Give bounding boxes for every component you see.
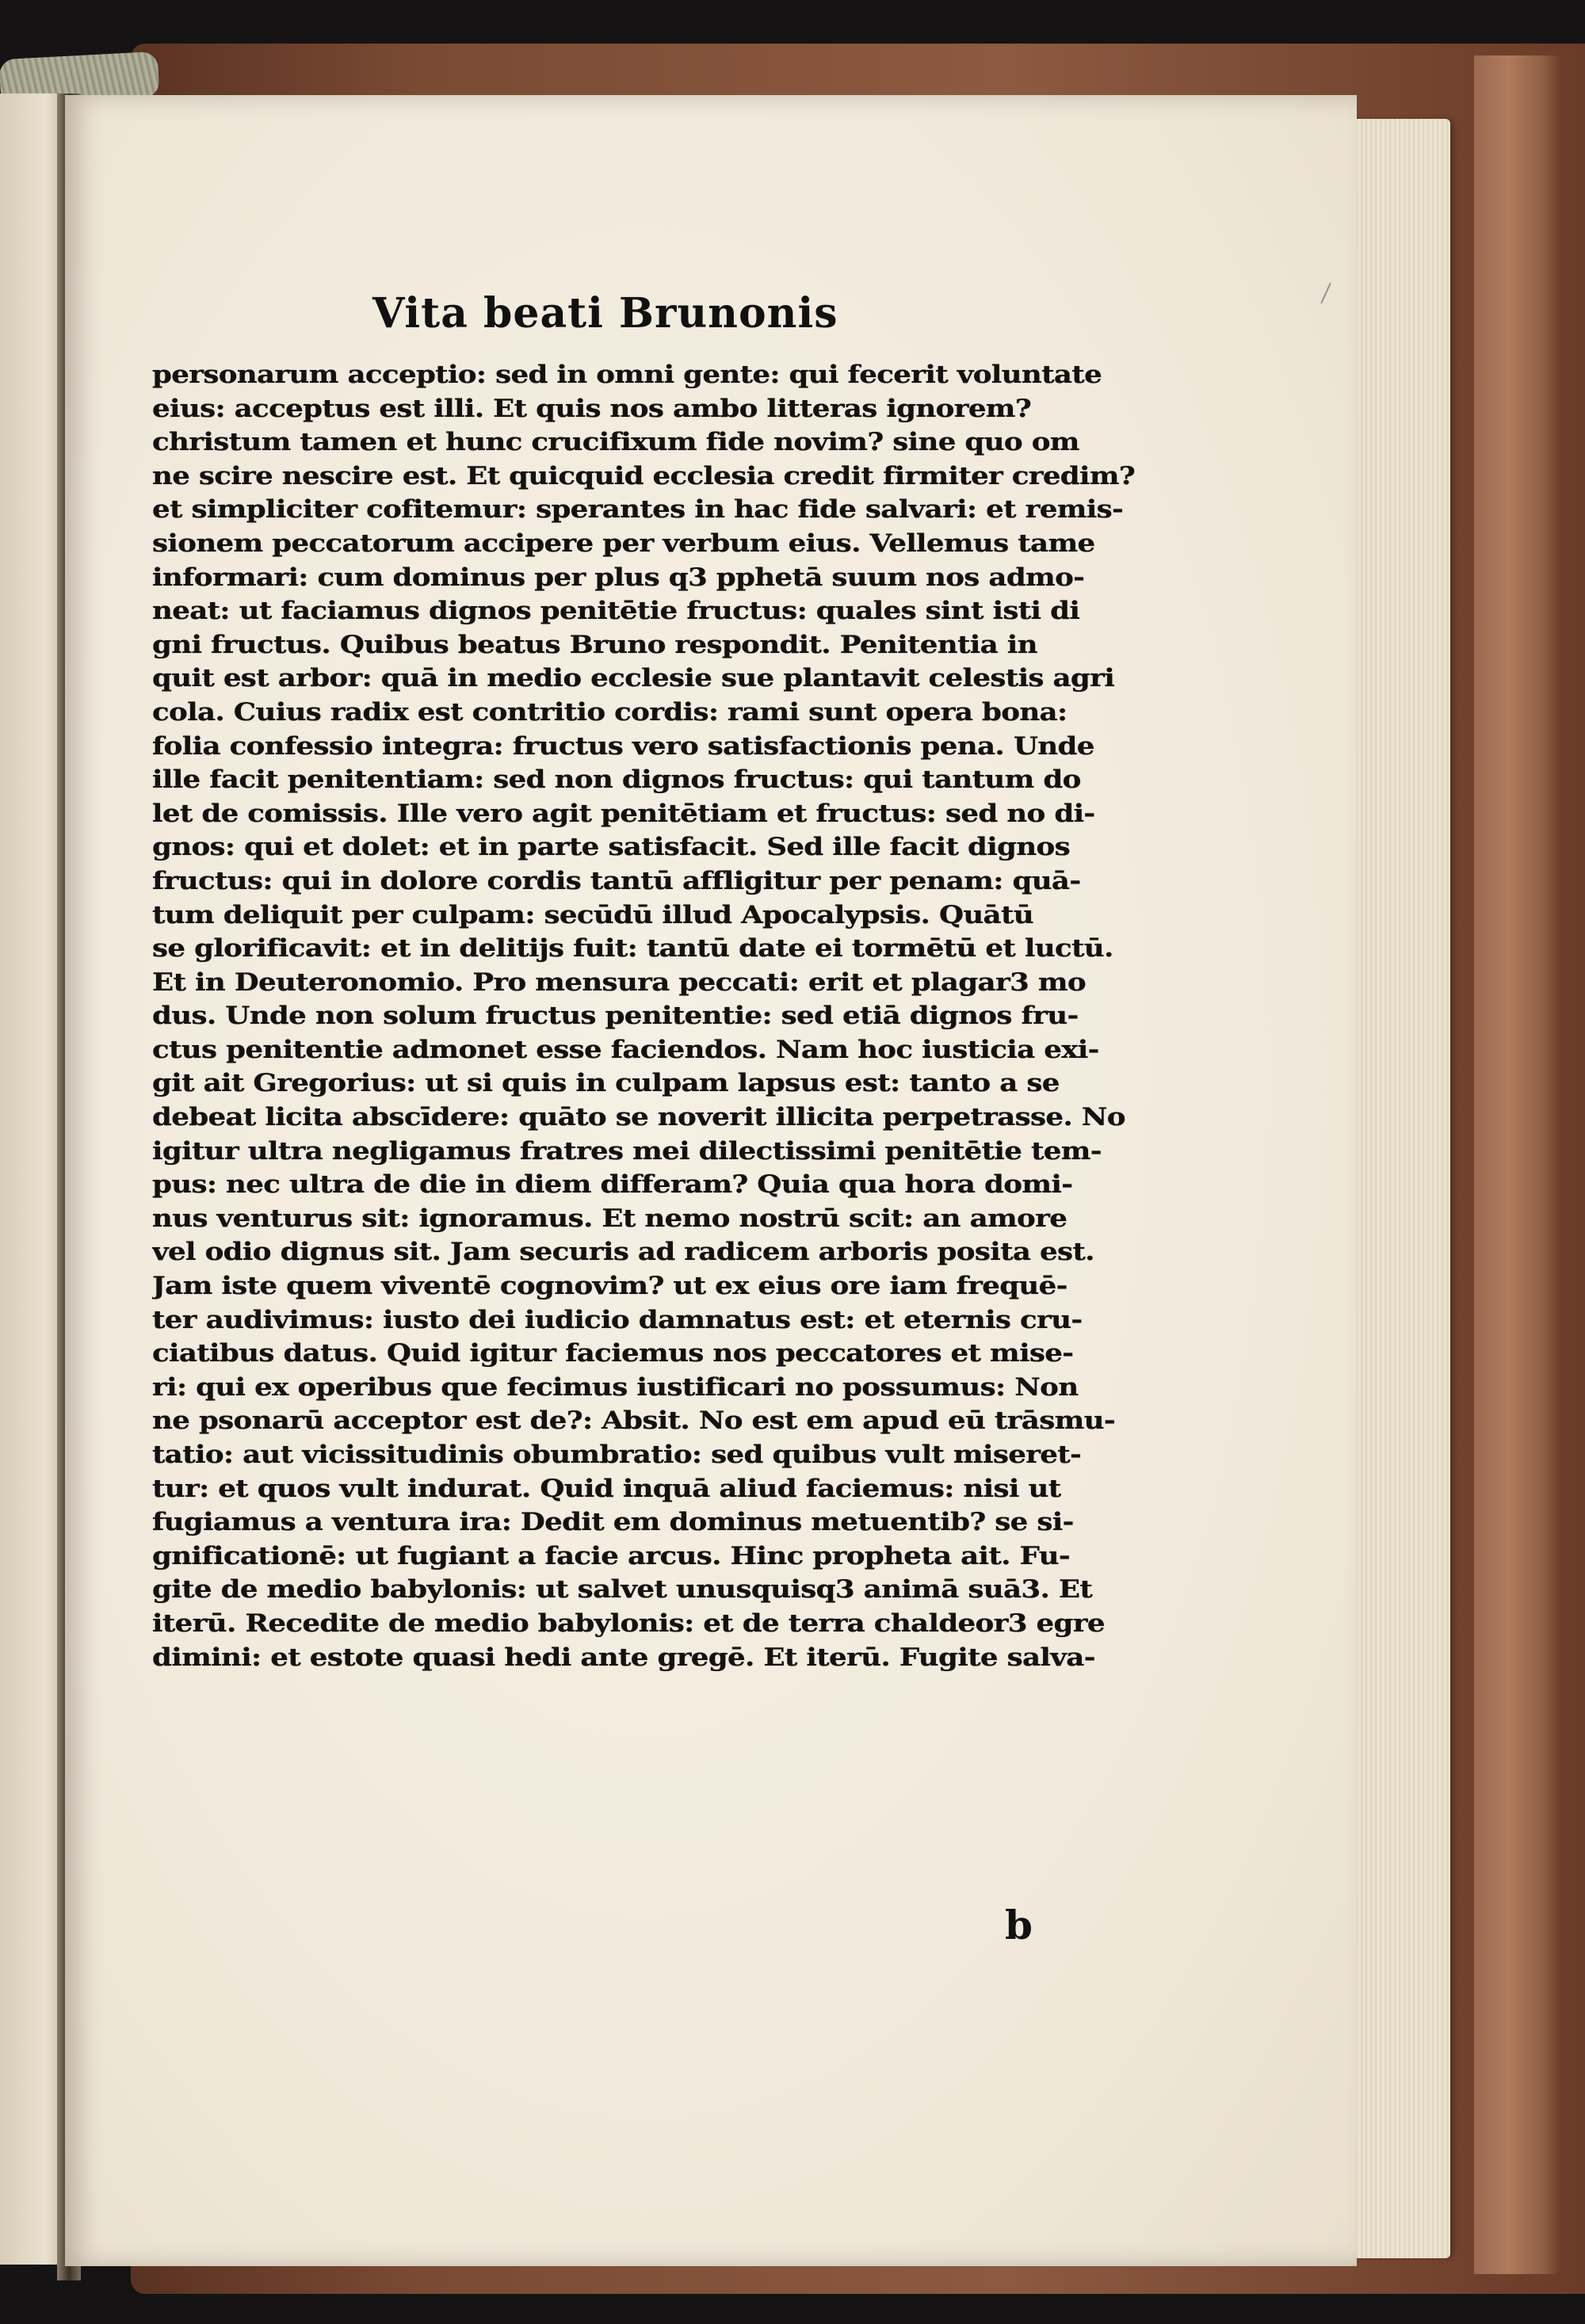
text-line: pus: nec ultra de die in diem differam? Quia qua hora domi- [152, 1170, 1073, 1200]
text-line: personarum acceptio: sed in omni gente: qui fecerit voluntate [152, 361, 1102, 389]
text-line: gnos: qui et dolet: et in parte satisfacit. Sed ille facit dignos [152, 833, 1070, 862]
text-line: eius: acceptus est illi. Et quis nos ambo litteras ignorem? [152, 394, 1032, 423]
text-line: fructus: qui in dolore cordis tantū affligitur per penam: quā- [152, 866, 1081, 895]
cover-edge [1474, 55, 1561, 2274]
text-line: nus venturus sit: ignoramus. Et nemo nostrū scit: an amore [152, 1204, 1067, 1233]
text-line: et simpliciter cofitemur: sperantes in hac fide salvari: et remis- [152, 495, 1124, 525]
text-line: ne psonarū acceptor est de?: Absit. No est em apud eū trāsmu- [152, 1406, 1115, 1436]
text-line: git ait Gregorius: ut si quis in culpam lapsus est: tanto a se [152, 1069, 1060, 1098]
text-line: igitur ultra negligamus fratres mei dilectissimi penitētie tem- [152, 1136, 1102, 1166]
signature-mark: b [1005, 1902, 1033, 1948]
text-line: quit est arbor: quā in medio ecclesie sue plantavit celestis agri [152, 664, 1115, 693]
text-line: tum deliquit per culpam: secūdū illud Apocalypsis. Quātū [152, 900, 1033, 929]
text-line: ciatibus datus. Quid igitur faciemus nos peccatores et mise- [152, 1339, 1074, 1368]
text-line: gni fructus. Quibus beatus Bruno respondit. Penitentia in [152, 630, 1037, 659]
left-page-edge [0, 93, 65, 2265]
text-column [152, 358, 1135, 1674]
text-line: fugiamus a ventura ira: Dedit em dominus metuentib? se si- [152, 1508, 1074, 1537]
pencil-mark [1320, 283, 1331, 303]
text-line: iterū. Recedite de medio babylonis: et de terra chaldeor3 egre [152, 1608, 1105, 1638]
text-line: informari: cum dominus per plus q3 pphetā suum nos admo- [152, 563, 1085, 592]
text-line: cola. Cuius radix est contritio cordis: rami sunt opera bona: [152, 697, 1067, 727]
text-line: ri: qui ex operibus que fecimus iustificari no possumus: Non [152, 1372, 1079, 1402]
text-line: ne scire nescire est. Et quicquid ecclesia credit firmiter credim? [152, 461, 1135, 490]
text-line: tatio: aut vicissitudinis obumbratio: sed quibus vult miseret- [152, 1441, 1082, 1469]
text-line: dus. Unde non solum fructus penitentie: sed etiā dignos fru- [152, 1002, 1079, 1031]
text-line: ter audivimus: iusto dei iudicio damnatus est: et eternis cru- [152, 1305, 1083, 1334]
text-line: vel odio dignus sit. Jam securis ad radicem arboris posita est. [152, 1238, 1094, 1267]
text-line: se glorificavit: et in delitijs fuit: tantū date ei tormētū et luctū. [152, 934, 1113, 964]
running-heading: Vita beati Brunonis [372, 289, 838, 338]
text-line: Jam iste quem viventē cognovim? ut ex eius ore iam frequē- [152, 1272, 1067, 1301]
text-line: gnificationē: ut fugiant a facie arcus. Hinc propheta ait. Fu- [152, 1541, 1070, 1570]
text-line: sionem peccatorum accipere per verbum eius. Vellemus tame [152, 529, 1095, 558]
text-line: dimini: et estote quasi hedi ante gregē. Et iterū. Fugite salva- [152, 1643, 1095, 1672]
text-line: tur: et quos vult indurat. Quid inquā aliud faciemus: nisi ut [152, 1474, 1061, 1503]
text-line: let de comissis. Ille vero agit penitētiam et fructus: sed no di- [152, 799, 1095, 828]
text-line: neat: ut faciamus dignos penitētie fructus: quales sint isti di [152, 597, 1080, 626]
text-line: debeat licita abscīdere: quāto se noverit illicita perpetrasse. No [152, 1103, 1125, 1132]
text-line: Et in Deuteronomio. Pro mensura peccati: erit et plagar3 mo [152, 967, 1087, 997]
text-line: christum tamen et hunc crucifixum fide novim? sine quo om [152, 428, 1079, 457]
text-line: ctus penitentie admonet esse faciendos. Nam hoc iusticia exi- [152, 1035, 1099, 1064]
text-line: ille facit penitentiam: sed non dignos fructus: qui tantum do [152, 765, 1081, 795]
text-line: gite de medio babylonis: ut salvet unusquisq3 animā suā3. Et [152, 1575, 1093, 1605]
text-line: folia confessio integra: fructus vero satisfactionis pena. Unde [152, 731, 1094, 761]
